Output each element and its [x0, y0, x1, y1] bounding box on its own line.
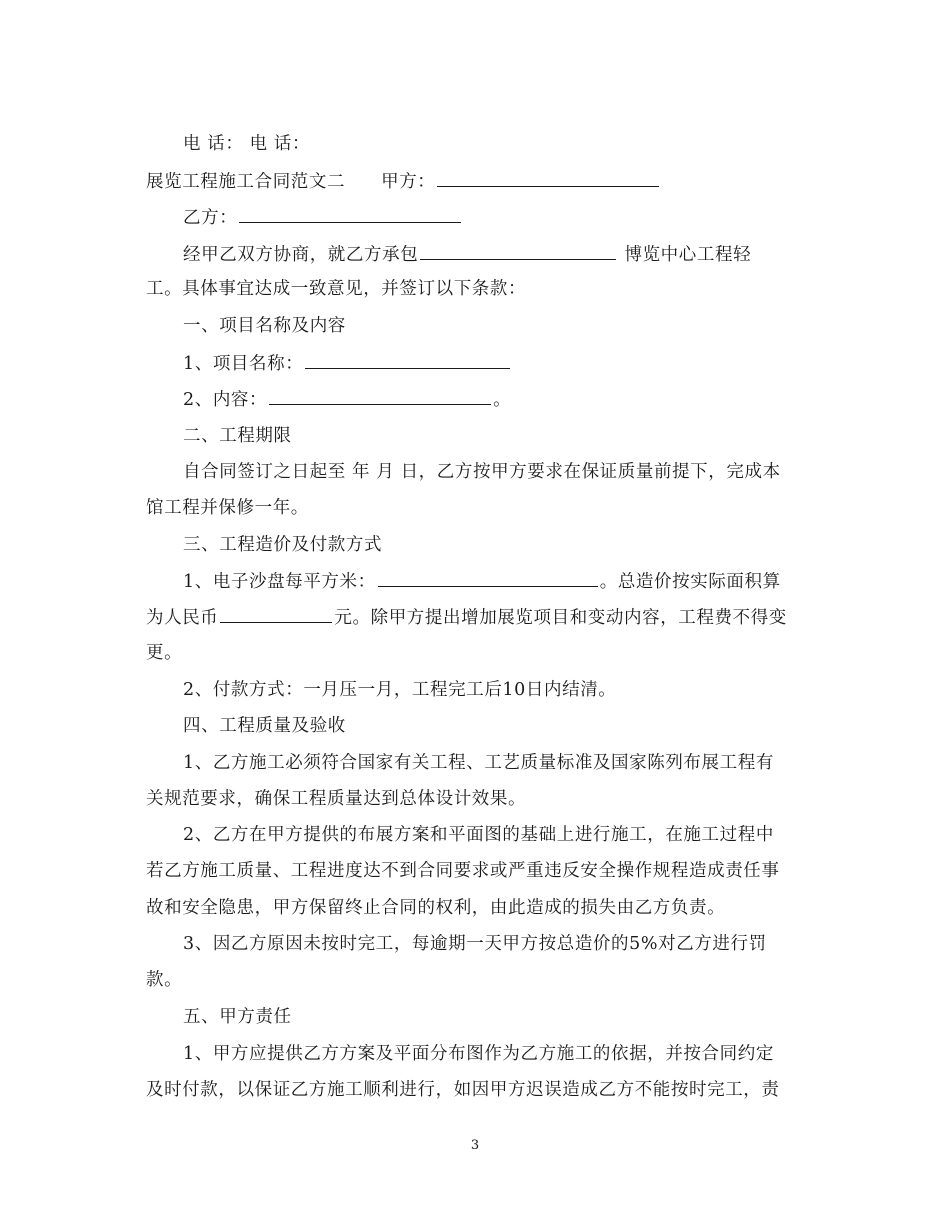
party-a-label: 甲方： [381, 172, 436, 192]
paragraph-line [146, 1078, 806, 1102]
paragraph-text: 款。 [146, 970, 183, 990]
title-line [146, 169, 806, 194]
section-heading [183, 424, 843, 448]
price-blank [378, 569, 598, 587]
paragraph-text: 元。除甲方提出增加展览项目和变动内容，工程费不得变 [334, 608, 787, 628]
project-blank [420, 242, 616, 260]
item-label: 1、电子沙盘每平方米： [183, 572, 376, 592]
phone-text: 电 话： 电 话： [183, 134, 311, 154]
paragraph-line [146, 496, 806, 520]
paragraph-text: 2、乙方在甲方提供的布展方案和平面图的基础上进行施工，在施工过程中 [183, 825, 774, 845]
section-heading [183, 533, 843, 557]
item-line [183, 387, 843, 412]
phone-line [183, 132, 843, 156]
paragraph-text: 关规范要求，确保工程质量达到总体设计效果。 [146, 789, 527, 809]
item-line [183, 569, 843, 594]
paragraph-text: 1、乙方施工必须符合国家有关工程、工艺质量标准及国家陈列布展工程有 [183, 753, 774, 773]
paragraph-text: 自合同签订之日起至 年 月 日，乙方按甲方要求在保证质量前提下，完成本 [183, 462, 781, 482]
paragraph-line [146, 859, 806, 883]
party-b-blank [239, 205, 461, 223]
project-name-blank [305, 351, 510, 369]
intro-text-cont: 博览中心工程轻 [624, 245, 752, 265]
paragraph-text: 。总造价按实际面积算 [599, 572, 781, 592]
paragraph-line [146, 277, 806, 301]
party-b-label: 乙方： [183, 208, 238, 228]
paragraph-line [146, 641, 806, 665]
section-heading [183, 714, 843, 738]
paragraph-line [183, 751, 843, 775]
heading-text: 四、工程质量及验收 [183, 716, 346, 736]
heading-text: 一、项目名称及内容 [183, 316, 346, 336]
intro-text-end: 工。具体事宜达成一致意见，并签订以下条款： [146, 279, 527, 299]
paragraph-line [146, 968, 806, 992]
paragraph-text: 馆工程并保修一年。 [146, 498, 309, 518]
section-heading [183, 1005, 843, 1029]
item-line [183, 351, 843, 376]
content-blank [269, 387, 491, 405]
paragraph-line [183, 242, 843, 267]
paragraph-line [183, 932, 843, 956]
punctuation: 。 [493, 390, 512, 410]
paragraph-text: 1、甲方应提供乙方方案及平面分布图作为乙方施工的依据，并按合同约定 [183, 1044, 774, 1064]
paragraph-line [183, 460, 843, 484]
paragraph-text: 2、付款方式：一月压一月，工程完工后10日内结清。 [183, 680, 617, 700]
amount-blank [220, 605, 332, 623]
paragraph-line [146, 605, 806, 630]
heading-text: 二、工程期限 [183, 426, 292, 446]
item-line [183, 678, 843, 702]
page-number: 3 [470, 1138, 480, 1153]
paragraph-line [183, 823, 843, 847]
paragraph-text: 3、因乙方原因未按时完工，每逾期一天甲方按总造价的5%对乙方进行罚 [183, 934, 767, 954]
party-b-line [183, 205, 843, 230]
document-title: 展览工程施工合同范文二 [146, 172, 346, 192]
paragraph-text: 更。 [146, 643, 183, 663]
paragraph-line [183, 1042, 843, 1066]
party-a-blank [437, 169, 659, 187]
paragraph-text: 及时付款，以保证乙方施工顺利进行，如因甲方迟误造成乙方不能按时完工，责 [146, 1080, 780, 1100]
heading-text: 三、工程造价及付款方式 [183, 535, 383, 555]
paragraph-text: 故和安全隐患，甲方保留终止合同的权利，由此造成的损失由乙方负责。 [146, 898, 726, 918]
paragraph-line [146, 896, 806, 920]
paragraph-line [146, 787, 806, 811]
heading-text: 五、甲方责任 [183, 1007, 292, 1027]
item-label: 2、内容： [183, 390, 268, 410]
paragraph-text: 为人民币 [146, 608, 219, 628]
item-label: 1、项目名称： [183, 354, 304, 374]
section-heading [183, 314, 843, 338]
intro-text: 经甲乙双方协商，就乙方承包 [183, 245, 419, 265]
paragraph-text: 若乙方施工质量、工程进度达不到合同要求或严重违反安全操作规程造成责任事 [146, 861, 780, 881]
